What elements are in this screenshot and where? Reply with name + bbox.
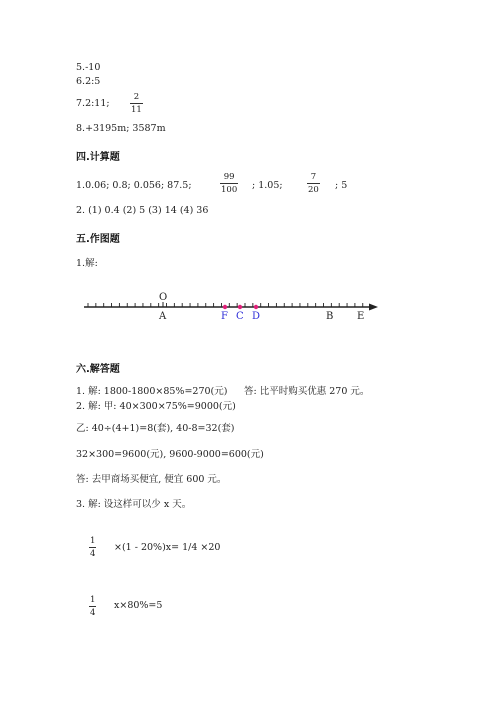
section-4-fraction-7-20: 7 20 xyxy=(308,172,319,195)
section-4-q1-mid: ; 1.05; xyxy=(252,180,283,191)
number-line-ticks xyxy=(88,303,363,307)
label-f: F xyxy=(221,311,228,322)
section-5-title: 五.作图题 xyxy=(76,234,120,245)
section-6-line2: 2. 解: 甲: 40×300×75%=9000(元) xyxy=(76,401,236,412)
equation-2: x×80%=5 xyxy=(114,600,163,611)
label-b: B xyxy=(326,311,334,322)
answer-6: 6.2:5 xyxy=(76,76,101,87)
label-c: C xyxy=(236,311,244,322)
section-5-q1: 1.解: xyxy=(76,258,98,269)
equation-1: ×(1 - 20%)x= 1/4 ×20 xyxy=(114,542,221,553)
answer-7-fraction: 2 11 xyxy=(131,92,142,115)
section-4-title: 四.计算题 xyxy=(76,152,120,163)
section-6-line6: 3. 解: 设这样可以少 x 天。 xyxy=(76,499,192,510)
label-o: O xyxy=(159,292,168,303)
section-4-q1-prefix: 1.0.06; 0.8; 0.056; 87.5; xyxy=(76,180,192,191)
point-f-marker xyxy=(223,305,227,309)
equation-1-fraction: 1 4 xyxy=(90,536,96,559)
section-6-line3: 乙: 40÷(4+1)=8(套), 40-8=32(套) xyxy=(76,423,235,434)
section-6-line1: 1. 解: 1800-1800×85%=270(元) xyxy=(76,386,228,397)
label-d: D xyxy=(252,311,261,322)
point-d-marker xyxy=(254,305,258,309)
label-e: E xyxy=(357,311,365,322)
answer-7: 7.2:11; xyxy=(76,98,110,109)
section-6-line1-answer: 答: 比平时购买优惠 270 元。 xyxy=(244,386,370,397)
section-4-q1-suffix: ; 5 xyxy=(335,180,348,191)
answer-8: 8.+3195m; 3587m xyxy=(76,123,166,134)
section-6-title: 六.解答题 xyxy=(76,364,120,375)
section-4-fraction-99-100: 99 100 xyxy=(221,172,238,195)
section-6-line4: 32×300=9600(元), 9600-9000=600(元) xyxy=(76,449,264,460)
equation-2-fraction: 1 4 xyxy=(90,595,96,618)
point-c-marker xyxy=(238,305,242,309)
section-6-line5: 答: 去甲商场买便宜, 便宜 600 元。 xyxy=(76,474,227,485)
section-4-q2: 2. (1) 0.4 (2) 5 (3) 14 (4) 36 xyxy=(76,205,209,216)
answer-5: 5.-10 xyxy=(76,62,101,73)
label-a: A xyxy=(159,311,167,322)
